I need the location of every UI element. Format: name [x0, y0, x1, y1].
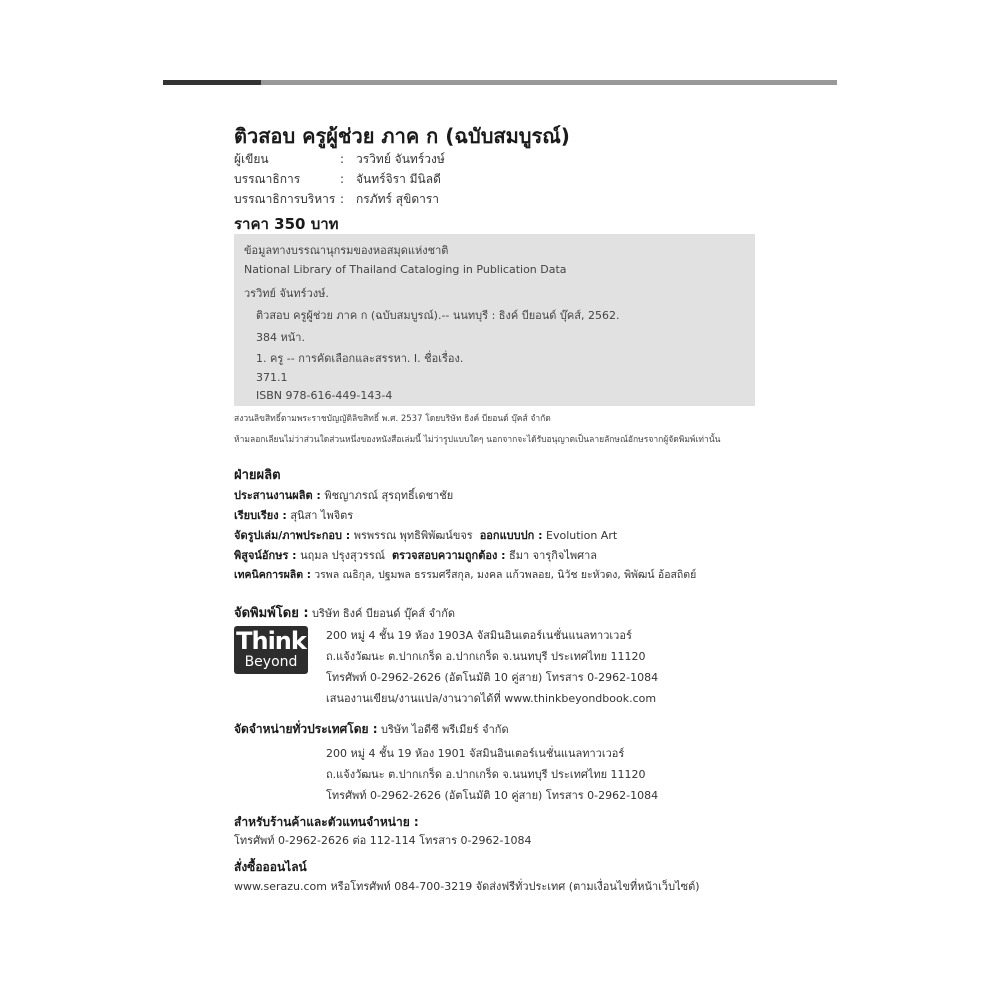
credit-label: บรรณาธิการ — [234, 172, 301, 186]
copyright-notice: สงวนลิขสิทธิ์ตามพระราชบัญญัติลิขสิทธิ์ พ.ศ. 2537 โดยบริษัท ธิงค์ บียอนด์ บุ๊คส์ จำกัด — [234, 414, 551, 424]
distributor-address: ถ.แจ้งวัฒนะ ต.ปากเกร็ด อ.ปากเกร็ด จ.นนทบุรี ประเทศไทย 11120 — [326, 768, 646, 781]
cip-line: วรวิทย์ จันทร์วงษ์. — [244, 287, 329, 300]
think-beyond-logo — [234, 626, 308, 674]
credit-value: จันทร์จิรา มีนิลดี — [356, 172, 441, 186]
production-value: พรพรรณ พุทธิพิพัฒน์ขจร — [353, 529, 473, 542]
publisher-address: 200 หมู่ 4 ชั้น 19 ห้อง 1903A จัสมินอินเตอร์เนชั่นแนลทาวเวอร์ — [326, 629, 632, 642]
production-value: วรพล ณธิกุล, ปฐมพล ธรรมศรีสกุล, มงคล แก้วพลอย, นิวัช ยะหัวดง, พิพัฒน์ อ้อสถิตย์ — [314, 569, 697, 581]
credit-editor — [234, 170, 441, 189]
cip-isbn: ISBN 978-616-449-143-4 — [256, 389, 393, 402]
credit-value: วรวิทย์ จันทร์วงษ์ — [356, 152, 445, 166]
logo-text-bottom: Beyond — [244, 654, 298, 670]
production-label: เรียบเรียง : — [234, 509, 287, 522]
publisher-label: จัดพิมพ์โดย : — [234, 606, 309, 621]
credit-executive-editor — [234, 190, 439, 209]
cip-box — [234, 234, 755, 406]
distributor-name: บริษัท ไอดีซี พรีเมียร์ จำกัด — [381, 723, 509, 736]
production-label: ประสานงานผลิต : — [234, 489, 321, 502]
credit-value: กรภัทร์ สุขิดารา — [356, 192, 440, 206]
production-value: Evolution Art — [546, 529, 618, 542]
publisher-address: ถ.แจ้งวัฒนะ ต.ปากเกร็ด อ.ปากเกร็ด จ.นนทบุรี ประเทศไทย 11120 — [326, 650, 646, 663]
production-label: จัดรูปเล่ม/ภาพประกอบ : — [234, 529, 351, 542]
production-coordinator — [234, 486, 453, 504]
logo-text-top: Think — [236, 627, 306, 655]
distributor-label: จัดจำหน่ายทั่วประเทศโดย : — [234, 722, 378, 736]
stores-heading: สำหรับร้านค้าและตัวแทนจำหน่าย : — [234, 815, 419, 829]
book-title: ติวสอบ ครูผู้ช่วย ภาค ก (ฉบับสมบูรณ์) — [234, 124, 570, 148]
online-heading: สั่งซื้อออนไลน์ — [234, 860, 307, 874]
production-value: สุนิสา ไพจิตร — [290, 509, 354, 522]
credit-label: บรรณาธิการบริหาร — [234, 192, 336, 206]
cip-line: 1. ครู -- การคัดเลือกและสรรหา. I. ชื่อเรื่อง. — [256, 352, 464, 365]
production-tech — [234, 566, 696, 583]
production-value: นฤมล ปรุงสุวรรณ์ — [300, 549, 385, 562]
credit-label: ผู้เขียน — [234, 152, 269, 166]
production-proof — [234, 546, 597, 564]
cip-line: 384 หน้า. — [256, 331, 305, 344]
distributor-address: 200 หมู่ 4 ชั้น 19 ห้อง 1901 จัสมินอินเตอร์เนชั่นแนลทาวเวอร์ — [326, 747, 625, 760]
credit-author — [234, 150, 445, 169]
publisher-submission: เสนองานเขียน/งานแปล/งานวาดได้ที่ www.thinkbeyondbook.com — [326, 692, 657, 705]
cip-line: National Library of Thailand Cataloging in Publication Data — [244, 263, 567, 276]
production-compiler — [234, 506, 353, 524]
header-rule-dark — [163, 80, 261, 85]
production-layout — [234, 526, 617, 544]
cip-line: 371.1 — [256, 371, 288, 384]
price: ราคา 350 บาท — [234, 215, 339, 233]
production-heading: ฝ่ายผลิต — [234, 468, 281, 483]
publisher-line — [234, 602, 455, 623]
publisher-name: บริษัท ธิงค์ บียอนด์ บุ๊คส์ จำกัด — [312, 607, 456, 620]
production-label: เทคนิคการผลิต : — [234, 569, 311, 581]
production-value: พิชญาภรณ์ สุรฤทธิ์เดชาชัย — [324, 489, 454, 502]
cip-line: ข้อมูลทางบรรณานุกรมของหอสมุดแห่งชาติ — [244, 244, 449, 257]
publisher-phone: โทรศัพท์ 0-2962-2626 (อัตโนมัติ 10 คู่สาย) โทรสาร 0-2962-1084 — [326, 671, 659, 684]
cip-line: ติวสอบ ครูผู้ช่วย ภาค ก (ฉบับสมบูรณ์).-- นนทบุรี : ธิงค์ บียอนด์ บุ๊คส์, 2562. — [256, 309, 620, 322]
copyright-restriction: ห้ามลอกเลียนไม่ว่าส่วนใดส่วนหนึ่งของหนังสือเล่มนี้ ไม่ว่ารูปแบบใดๆ นอกจากจะได้รับอนุญาตเป็นลายลักษณ์อักษรจากผู้จัดพิมพ์เท่านั้น — [234, 435, 721, 445]
distributor-line — [234, 720, 509, 739]
production-label: พิสูจน์อักษร : — [234, 549, 297, 562]
production-value: ธีมา จารุกิจไพศาล — [509, 549, 598, 562]
header-rule-light — [261, 80, 837, 85]
online-info: www.serazu.com หรือโทรศัพท์ 084-700-3219 จัดส่งฟรีทั่วประเทศ (ตามเงื่อนไขที่หน้าเว็บไซต์) — [234, 880, 700, 893]
production-label: ตรวจสอบความถูกต้อง : — [391, 549, 506, 562]
credit-colon: : — [340, 192, 345, 206]
credit-colon: : — [340, 172, 345, 186]
distributor-phone: โทรศัพท์ 0-2962-2626 (อัตโนมัติ 10 คู่สาย) โทรสาร 0-2962-1084 — [326, 789, 659, 802]
production-label: ออกแบบปก : — [479, 529, 543, 542]
credit-colon: : — [340, 152, 345, 166]
stores-phone: โทรศัพท์ 0-2962-2626 ต่อ 112-114 โทรสาร 0-2962-1084 — [234, 834, 532, 847]
